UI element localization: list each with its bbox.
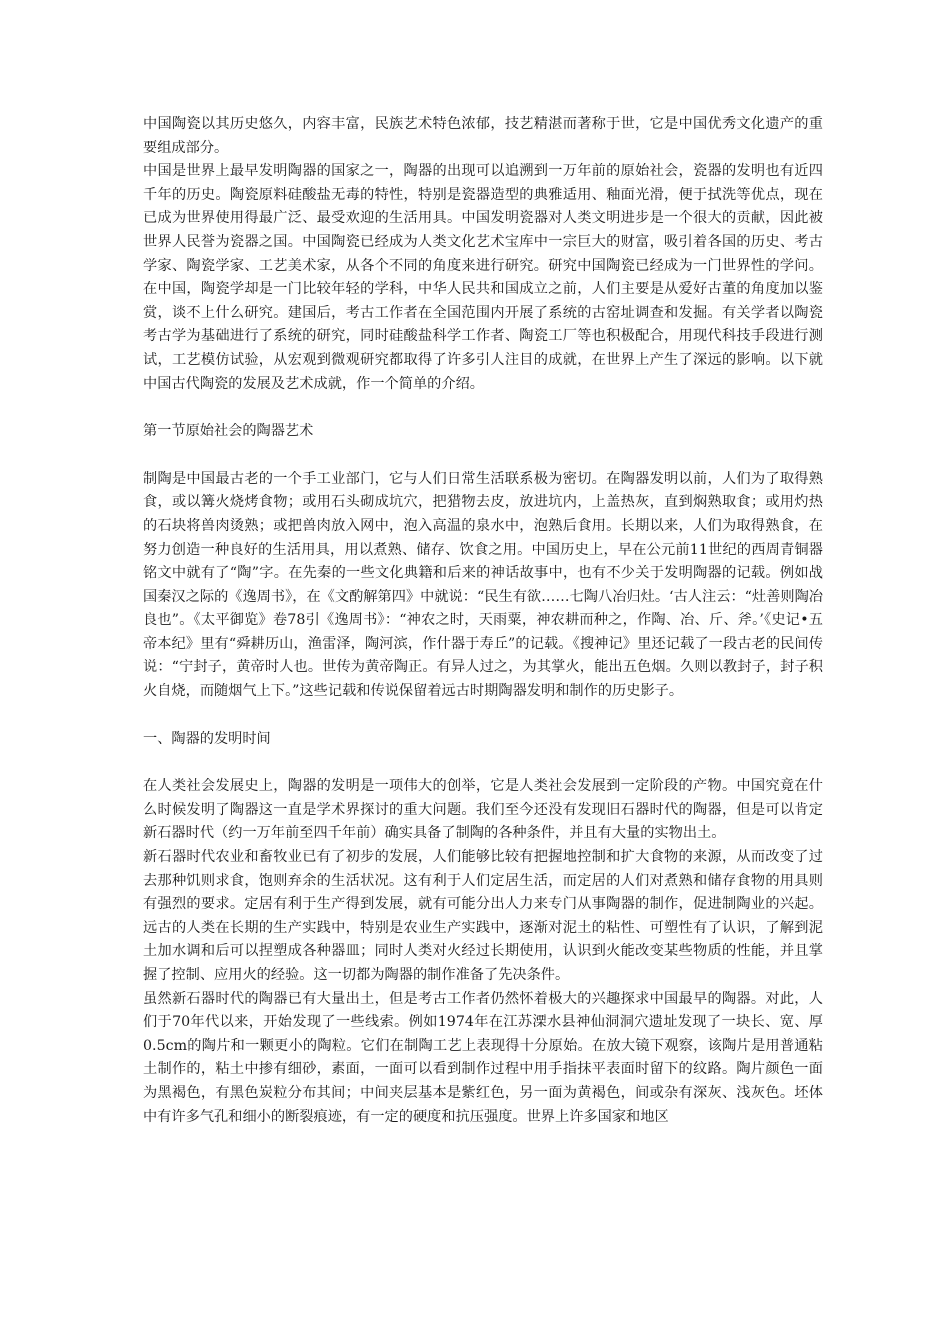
spacer <box>143 751 823 775</box>
section-heading: 第一节原始社会的陶器艺术 <box>143 423 314 440</box>
spacer <box>143 396 823 420</box>
spacer <box>143 444 823 468</box>
spacer <box>143 704 823 728</box>
section-paragraph: 制陶是中国最古老的一个手工业部门，它与人们日常生活联系极为密切。在陶器发明以前，人们为了取得熟食，或以篝火烧烤食物；或用石头砌成坑穴，把猎物去皮，放进坑内，上盖热灰，直到焖熟取食；或用灼热的石块将兽肉烫熟；或把兽肉放入网中，泡入高温的泉水中，泡熟后食用。长期以来，人们为取得熟食，在努力创造一种良好的生活用具，用以煮熟、储存、饮食之用。中国历史上，早在公元前11世纪的西周青铜器铭文中就有了“陶”字。在先秦的一些文化典籍和后来的神话故事中，也有不少关于发明陶器的记载。例如战国秦汉之际的《逸周书》，在《文酌解第四》中就说：“民生有欲……七陶八冶归灶。‘古人注云：“灶善则陶冶良也”。《太平御览》卷78引《逸周书》：“神农之时，天雨粟，神农耕而种之，作陶、冶、斤、斧。’《史记•五帝本纪》里有“舜耕历山，渔雷泽，陶河滨，作什器于寿丘”的记载。《搜神记》里还记载了一段古老的民间传说：“宁封子，黄帝时人也。世传为黄帝陶正。有异人过之，为其掌火，能出五色烟。久则以教封子，封子积火自烧，而随烟气上下。”这些记载和传说保留着远古时期陶器发明和制作的历史影子。 <box>143 470 823 700</box>
subsection-paragraph-3: 虽然新石器时代的陶器已有大量出土，但是考古工作者仍然怀着极大的兴趣探求中国最早的陶器。对此，人们于70年代以来，开始发现了一些线索。例如1974年在江苏溧水县神仙洞洞穴遗址发现了一块长、宽、厚0.5cm的陶片和一颗更小的陶粒。它们在制陶工艺上表现得十分原始。在放大镜下观察，该陶片是用普通粘土制作的，粘土中掺有细砂，素面，一面可以看到制作过程中用手指抹平表面时留下的纹路。陶片颜色一面为黑褐色，有黑色炭粒分布其间；中间夹层基本是紫红色，另一面为黄褐色，间或杂有深灰、浅灰色。坯体中有许多气孔和细小的断裂痕迹，有一定的硬度和抗压强度。世界上许多国家和地区 <box>143 990 823 1125</box>
subsection-heading: 一、陶器的发明时间 <box>143 730 271 747</box>
intro-paragraph-2: 中国是世界上最早发明陶器的国家之一，陶器的出现可以追溯到一万年前的原始社会，瓷器的发明也有近四千年的历史。陶瓷原料硅酸盐无毒的特性，特别是瓷器造型的典雅适用、釉面光滑，便于拭洗等优点，现在已成为世界使用得最广泛、最受欢迎的生活用具。中国发明瓷器对人类文明进步是一个很大的贡献，因此被世界人民誉为瓷器之国。中国陶瓷已经成为人类文化艺术宝库中一宗巨大的财富，吸引着各国的历史、考古学家、陶瓷学家、工艺美术家，从各个不同的角度来进行研究。研究中国陶瓷已经成为一门世界性的学问。在中国，陶瓷学却是一门比较年轻的学科，中华人民共和国成立之前，人们主要是从爱好古董的角度加以鉴赏，谈不上什么研究。建国后，考古工作者在全国范围内开展了系统的古窑址调查和发掘。有关学者以陶瓷考古学为基础进行了系统的研究，同时硅酸盐科学工作者、陶瓷工厂等也积极配合，用现代科技手段进行测试，工艺模仿试验，从宏观到微观研究都取得了许多引人注目的成就，在世界上产生了深远的影响。以下就中国古代陶瓷的发展及艺术成就，作一个简单的介绍。 <box>143 163 823 392</box>
intro-paragraph-1: 中国陶瓷以其历史悠久，内容丰富，民族艺术特色浓郁，技艺精湛而著称于世，它是中国优秀文化遗产的重要组成部分。 <box>143 116 823 156</box>
subsection-paragraph-2: 新石器时代农业和畜牧业已有了初步的发展，人们能够比较有把握地控制和扩大食物的来源，从而改变了过去那种饥则求食，饱则弃余的生活状况。这有利于人们定居生活，而定居的人们对煮熟和储存食物的用具则有强烈的要求。定居有利于生产得到发展，就有可能分出人力来专门从事陶器的制作，促进制陶业的兴起。远古的人类在长期的生产实践中，特别是农业生产实践中，逐渐对泥土的粘性、可塑性有了认识，了解到泥土加水调和后可以捏塑成各种器皿；同时人类对火经过长期使用，认识到火能改变某些物质的性能，并且掌握了控制、应用火的经验。这一切都为陶器的制作准备了先决条件。 <box>143 849 823 983</box>
subsection-paragraph-1: 在人类社会发展史上，陶器的发明是一项伟大的创举，它是人类社会发展到一定阶段的产物。中国究竟在什么时候发明了陶器这一直是学术界探讨的重大问题。我们至今还没有发现旧石器时代的陶器，但是可以肯定新石器时代（约一万年前至四千年前）确实具备了制陶的各种条件，并且有大量的实物出土。 <box>143 778 823 842</box>
document-body <box>143 113 823 1129</box>
